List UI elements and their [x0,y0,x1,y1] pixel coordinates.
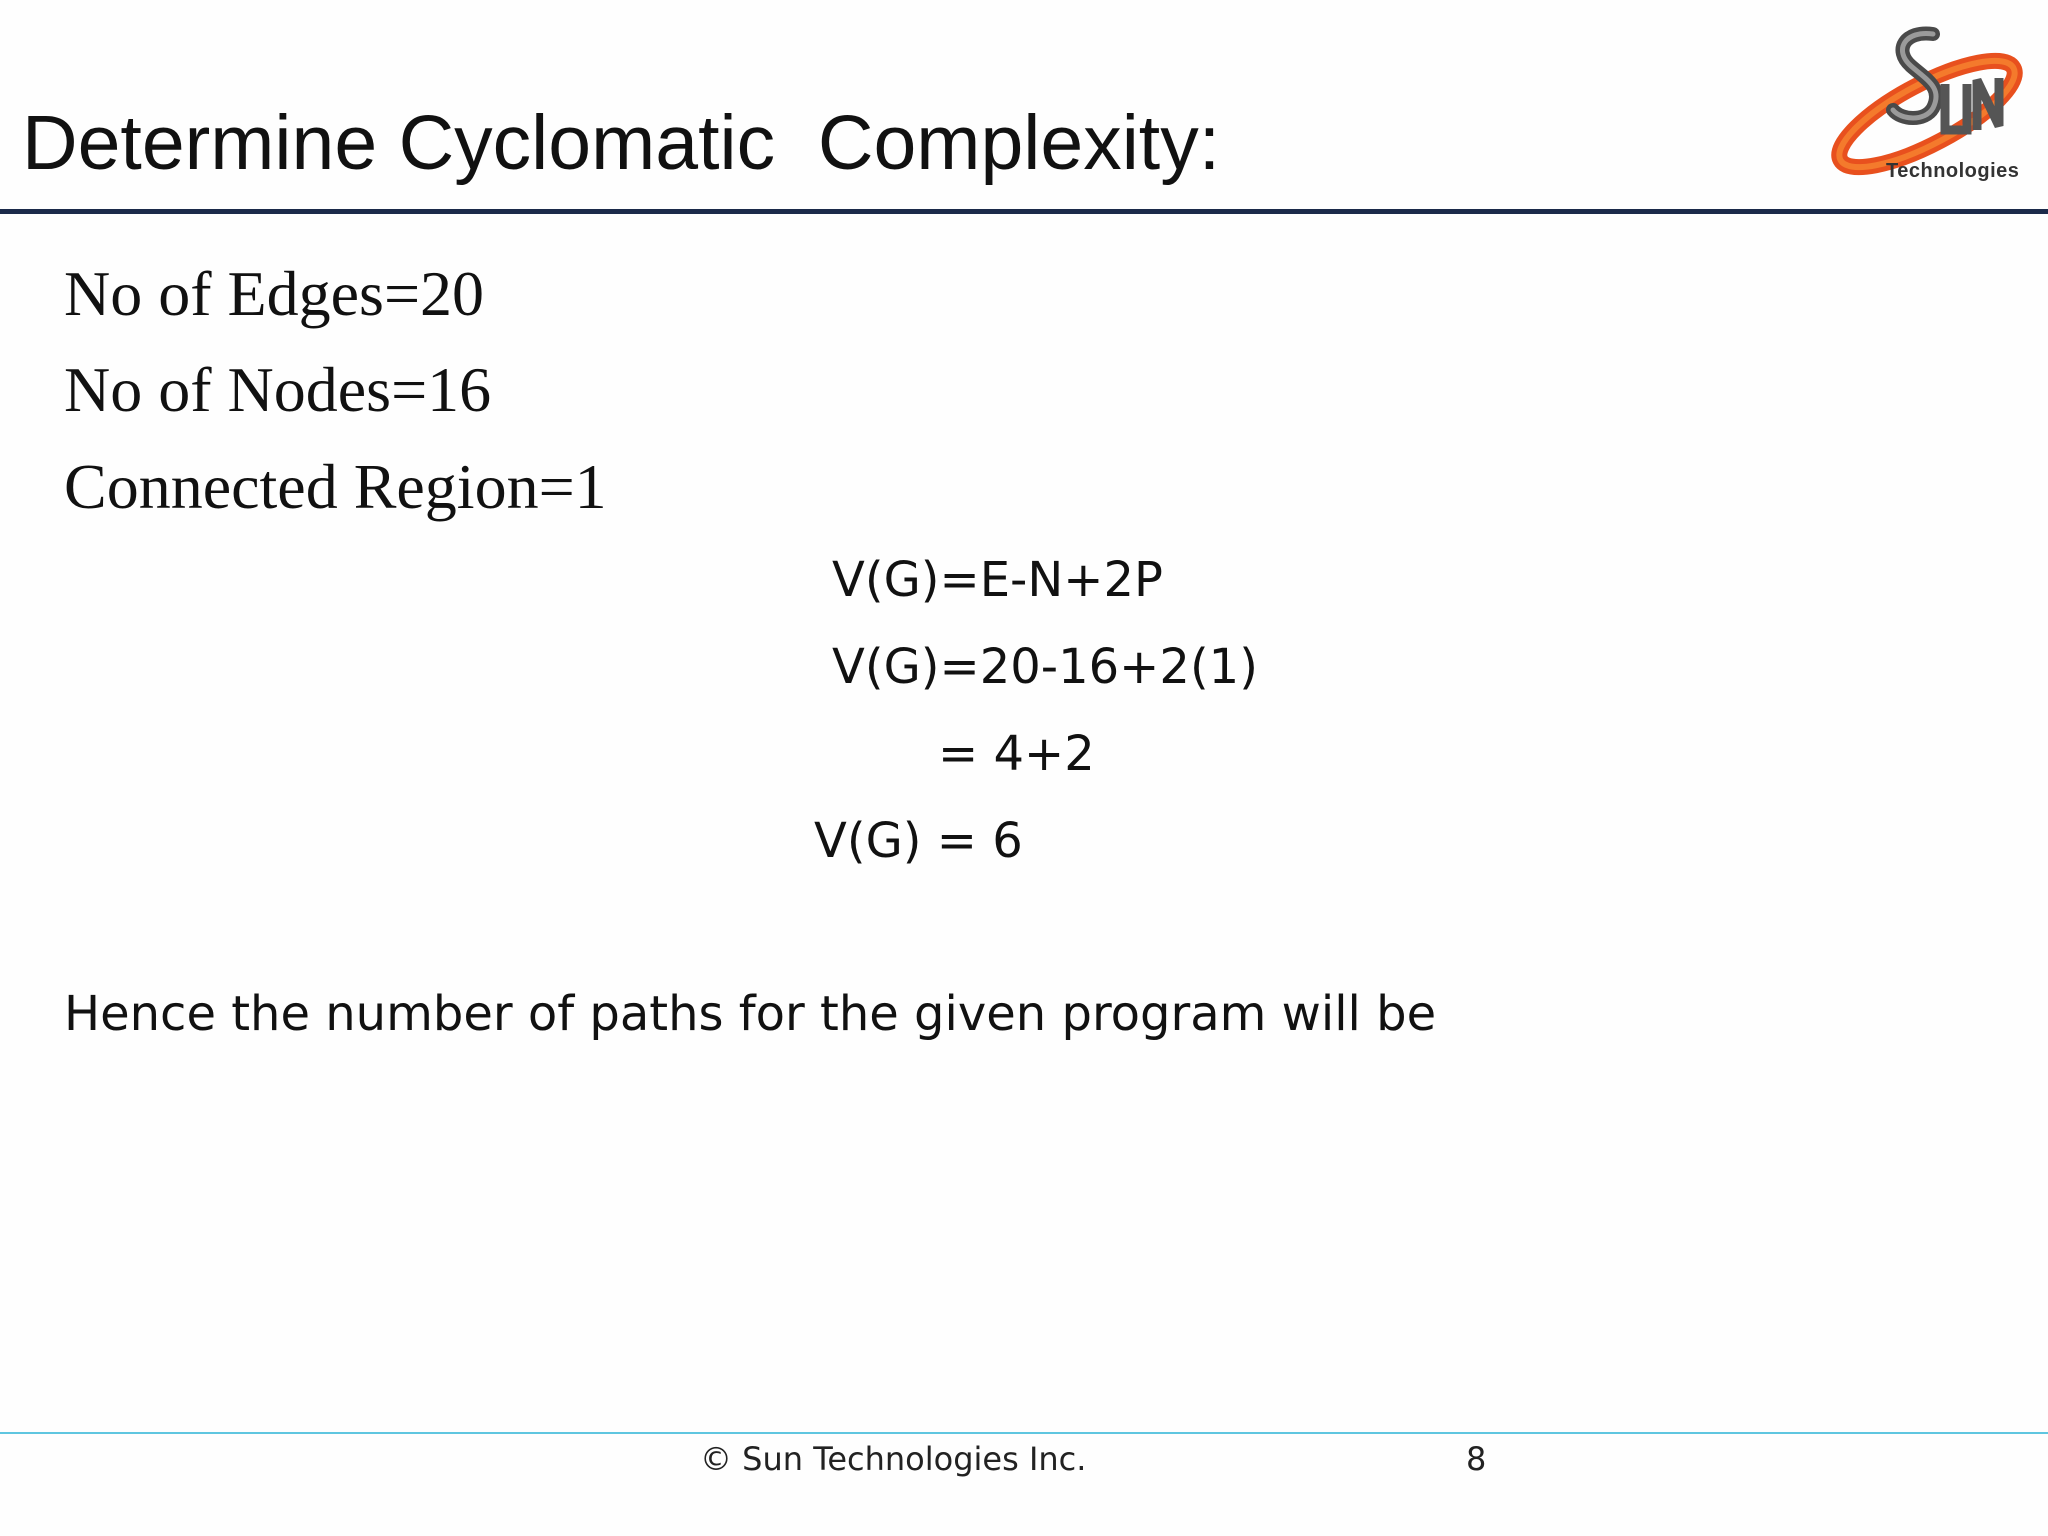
formula-substituted: V(G)=20-16+2(1) [832,639,1258,695]
logo-wordmark: Technologies [1886,160,2020,182]
title-divider [0,209,2048,214]
formula-simplified: = 4+2 [938,726,1095,782]
slide-title: Determine Cyclomatic Complexity: [22,100,1221,186]
footer-divider [0,1432,2048,1434]
footer-copyright: © Sun Technologies Inc. [700,1440,1087,1478]
nodes-count: No of Nodes=16 [64,354,492,425]
connected-regions: Connected Region=1 [64,451,607,522]
conclusion-text: Hence the number of paths for the given program will be [64,986,1437,1042]
formula-result: V(G) = 6 [814,813,1023,869]
edges-count: No of Edges=20 [64,258,485,329]
formula-general: V(G)=E-N+2P [832,552,1163,608]
page-number: 8 [1466,1440,1487,1478]
